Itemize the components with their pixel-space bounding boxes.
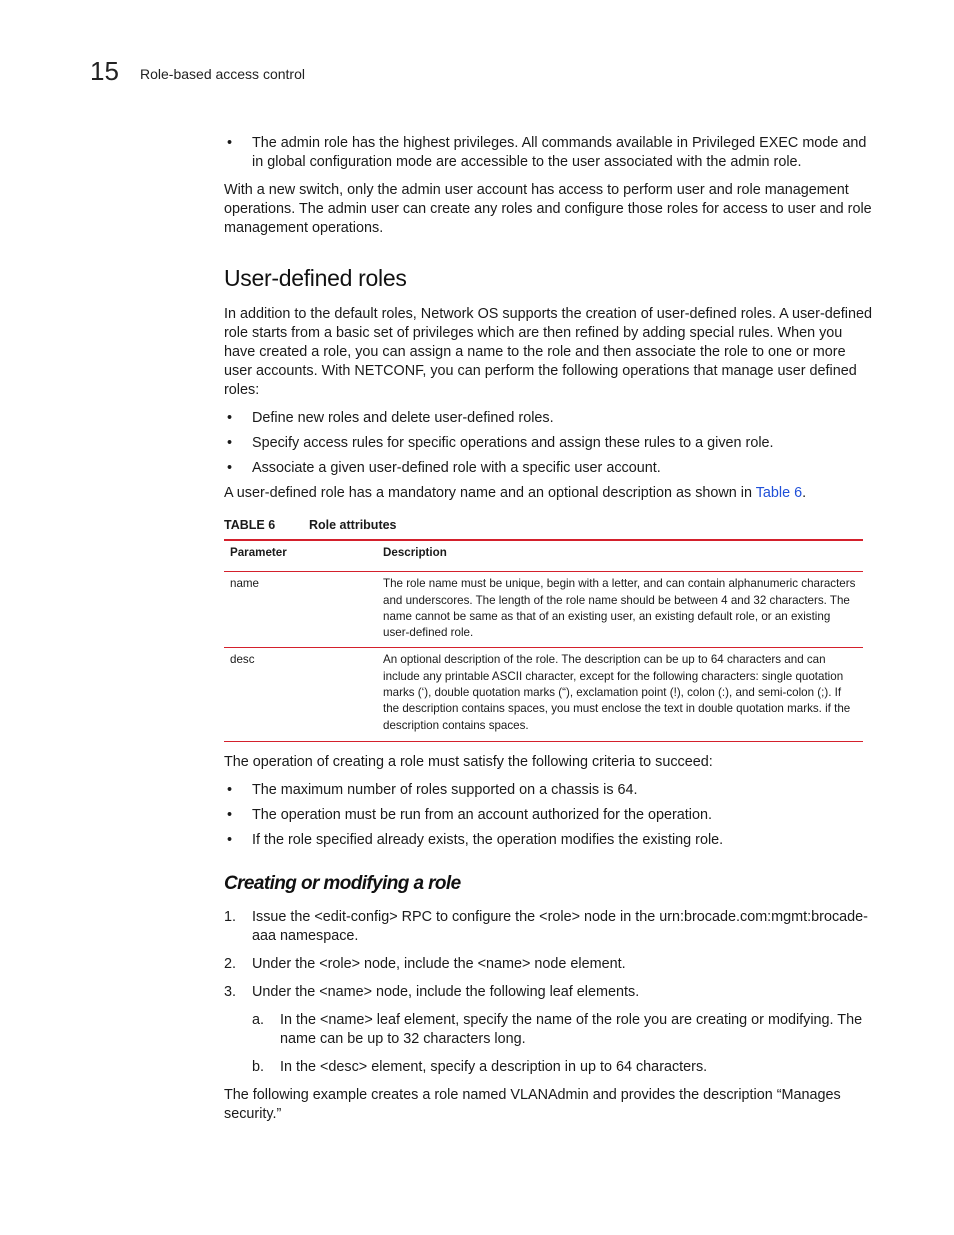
intro-paragraph: With a new switch, only the admin user account has access to perform user and role management operations. The admin user can create any roles and configure those roles for access to user and role management operations.: [224, 182, 872, 236]
param-cell: name: [224, 572, 377, 648]
list-item: • The admin role has the highest privileges. All commands available in Privileged EXEC mode and in global configuration mode are accessible to the user associated with the admin role.: [227, 135, 867, 170]
list-item: 2. Under the <role> node, include the <name> node element.: [224, 955, 626, 972]
list-item: • If the role specified already exists, the operation modifies the existing role.: [227, 831, 724, 848]
table-label: TABLE 6: [224, 518, 276, 532]
header-parameter: Parameter: [224, 540, 377, 572]
table-row: [224, 572, 863, 648]
table-header-row: [224, 540, 863, 572]
list-item: • Define new roles and delete user-defined roles.: [227, 410, 554, 426]
bullet-icon: •: [227, 806, 233, 823]
list-item: 1. Issue the <edit-config> RPC to configure the <role> node in the urn:brocade.com:mgmt:brocade-aaa namespace.: [224, 908, 868, 944]
operations-bullet-list: [224, 409, 874, 478]
table-caption: [224, 517, 874, 533]
step-number: 1.: [224, 908, 237, 925]
list-item: • Specify access rules for specific operations and assign these rules to a given role.: [227, 435, 774, 451]
desc-cell: An optional description of the role. The description can be up to 64 characters and can include any printable ASCII character, except for the following characters: single quotation marks (‘), double quotation marks (“), exclamation point (!), colon (:), and semi-colon (;). If the description contains spaces, you must enclose the text in double quotation marks. if the description contains spaces.: [377, 648, 863, 741]
bullet-icon: •: [227, 831, 233, 848]
list-item: b. In the <desc> element, specify a description in up to 64 characters.: [252, 1058, 708, 1075]
section-title: User-defined roles: [224, 265, 407, 291]
step-number: b.: [252, 1058, 265, 1075]
role-attributes-table: [224, 539, 863, 742]
table-6-link[interactable]: Table 6: [755, 485, 803, 501]
table-row: [224, 648, 863, 741]
bullet-icon: •: [227, 435, 233, 451]
param-cell: desc: [224, 648, 377, 741]
section-paragraph: In addition to the default roles, Network OS supports the creation of user-defined roles. A user-defined role starts from a basic set of privileges which are then refined by adding special rules. When you have created a role, you can assign a name to the role and then associate the role to one or more user accounts. With NETCONF, you can perform the following operations that manage user defined roles:: [224, 306, 872, 398]
subsection-title: Creating or modifying a role: [224, 872, 461, 894]
table-reference-paragraph: A user-defined role has a mandatory name and an optional description as shown in Table 6.: [224, 485, 807, 501]
bullet-icon: •: [227, 781, 233, 798]
page-content: [224, 134, 874, 1124]
list-item: a. In the <name> leaf element, specify the name of the role you are creating or modifying. The name can be up to 32 characters long.: [252, 1011, 863, 1047]
procedure-steps: [224, 908, 874, 1002]
example-paragraph: The following example creates a role named VLANAdmin and provides the description “Manages security.”: [224, 1086, 841, 1122]
step-number: 3.: [224, 983, 237, 1000]
list-item: • The maximum number of roles supported on a chassis is 64.: [227, 781, 638, 798]
criteria-intro: The operation of creating a role must satisfy the following criteria to succeed:: [224, 753, 713, 770]
desc-cell: The role name must be unique, begin with a letter, and can contain alphanumeric characters and underscores. The length of the role name should be between 4 and 32 characters. The name cannot be same as that of an existing user, an existing default role, or an existing user-defined role.: [377, 572, 863, 648]
header-description: Description: [377, 540, 863, 572]
list-item: • The operation must be run from an account authorized for the operation.: [227, 806, 712, 823]
bullet-icon: •: [227, 410, 233, 426]
chapter-number: 15: [90, 56, 119, 86]
intro-bullet-list: [224, 134, 874, 172]
bullet-icon: •: [227, 460, 233, 476]
list-item: • Associate a given user-defined role with a specific user account.: [227, 460, 661, 476]
step-number: a.: [252, 1011, 265, 1028]
list-item: 3. Under the <name> node, include the following leaf elements.: [224, 983, 640, 1000]
chapter-title: Role-based access control: [140, 66, 305, 82]
bullet-icon: •: [227, 135, 233, 151]
procedure-substeps: [224, 1011, 874, 1077]
criteria-bullet-list: [224, 781, 874, 850]
table-title: Role attributes: [309, 518, 397, 532]
step-number: 2.: [224, 955, 237, 972]
